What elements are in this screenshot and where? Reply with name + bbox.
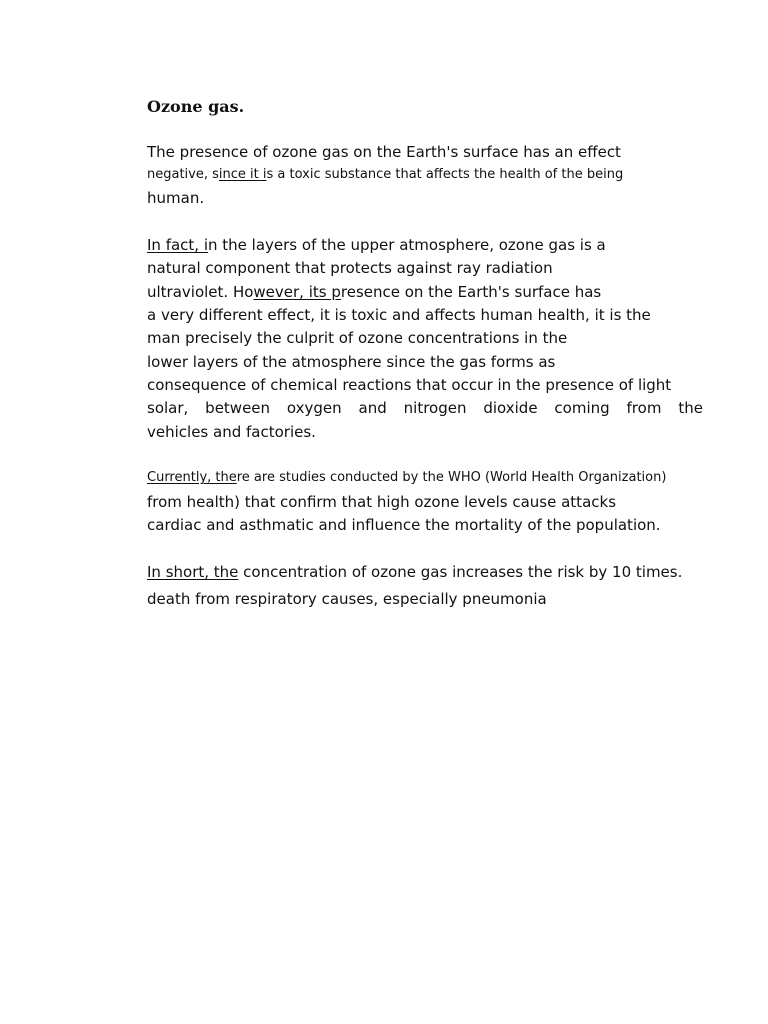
text-segment: ultraviolet. Ho [147,283,254,301]
justified-word: solar, [147,399,189,417]
underlined-text: ince it i [218,167,267,182]
underlined-text: wever, its p [253,283,341,301]
paragraph-2-line-1 [147,235,606,255]
paragraph-2-line-6: lower layers of the atmosphere since the gas forms as [147,353,556,371]
text-segment: re are studies conducted by the WHO (World Health Organization) [236,470,667,485]
paragraph-3-line-2: from health) that confirm that high ozone levels cause attacks [147,493,617,511]
paragraph-2-line-7: consequence of chemical reactions that occur in the presence of light [147,376,672,394]
text-segment: n the layers of the upper atmosphere, ozone gas is a [208,236,606,254]
justified-word: dioxide [483,399,538,417]
justified-word: between [205,399,271,417]
justified-word: from [626,399,662,417]
text-segment: resence on the Earth's surface has [340,283,602,301]
paragraph-2-line-4: a very different effect, it is toxic and affects human health, it is the [147,306,651,324]
text-segment: negative, s [147,167,219,182]
paragraph-2-line-5: man precisely the culprit of ozone concentrations in the [147,329,568,347]
underlined-text: In short, the [147,563,239,581]
justified-word: coming [554,399,610,417]
paragraph-2-line-9: vehicles and factories. [147,423,316,441]
text-segment: concentration of ozone gas increases the risk by 10 times. [238,563,683,581]
paragraph-3-line-1 [147,468,666,488]
justified-word: nitrogen [403,399,467,417]
justified-word: oxygen [286,399,342,417]
paragraph-1-line-3: human. [147,189,205,207]
paragraph-1-line-1: The presence of ozone gas on the Earth's surface has an effect [147,143,621,161]
justified-word: the [678,399,703,417]
paragraph-2-line-8 [147,398,703,418]
underlined-text: Currently, the [147,470,237,485]
paragraph-2-line-3 [147,282,601,302]
document-title: Ozone gas. [147,97,245,116]
paragraph-2-line-2: natural component that protects against ray radiation [147,259,553,277]
paragraph-3-line-3: cardiac and asthmatic and influence the mortality of the population. [147,516,661,534]
underlined-text: In fact, i [147,236,209,254]
justified-word: and [358,399,387,417]
paragraph-4-line-1 [147,562,682,582]
paragraph-4-line-2: death from respiratory causes, especially pneumonia [147,590,547,608]
text-segment: s a toxic substance that affects the health of the being [266,167,624,182]
paragraph-1-line-2 [147,165,623,185]
